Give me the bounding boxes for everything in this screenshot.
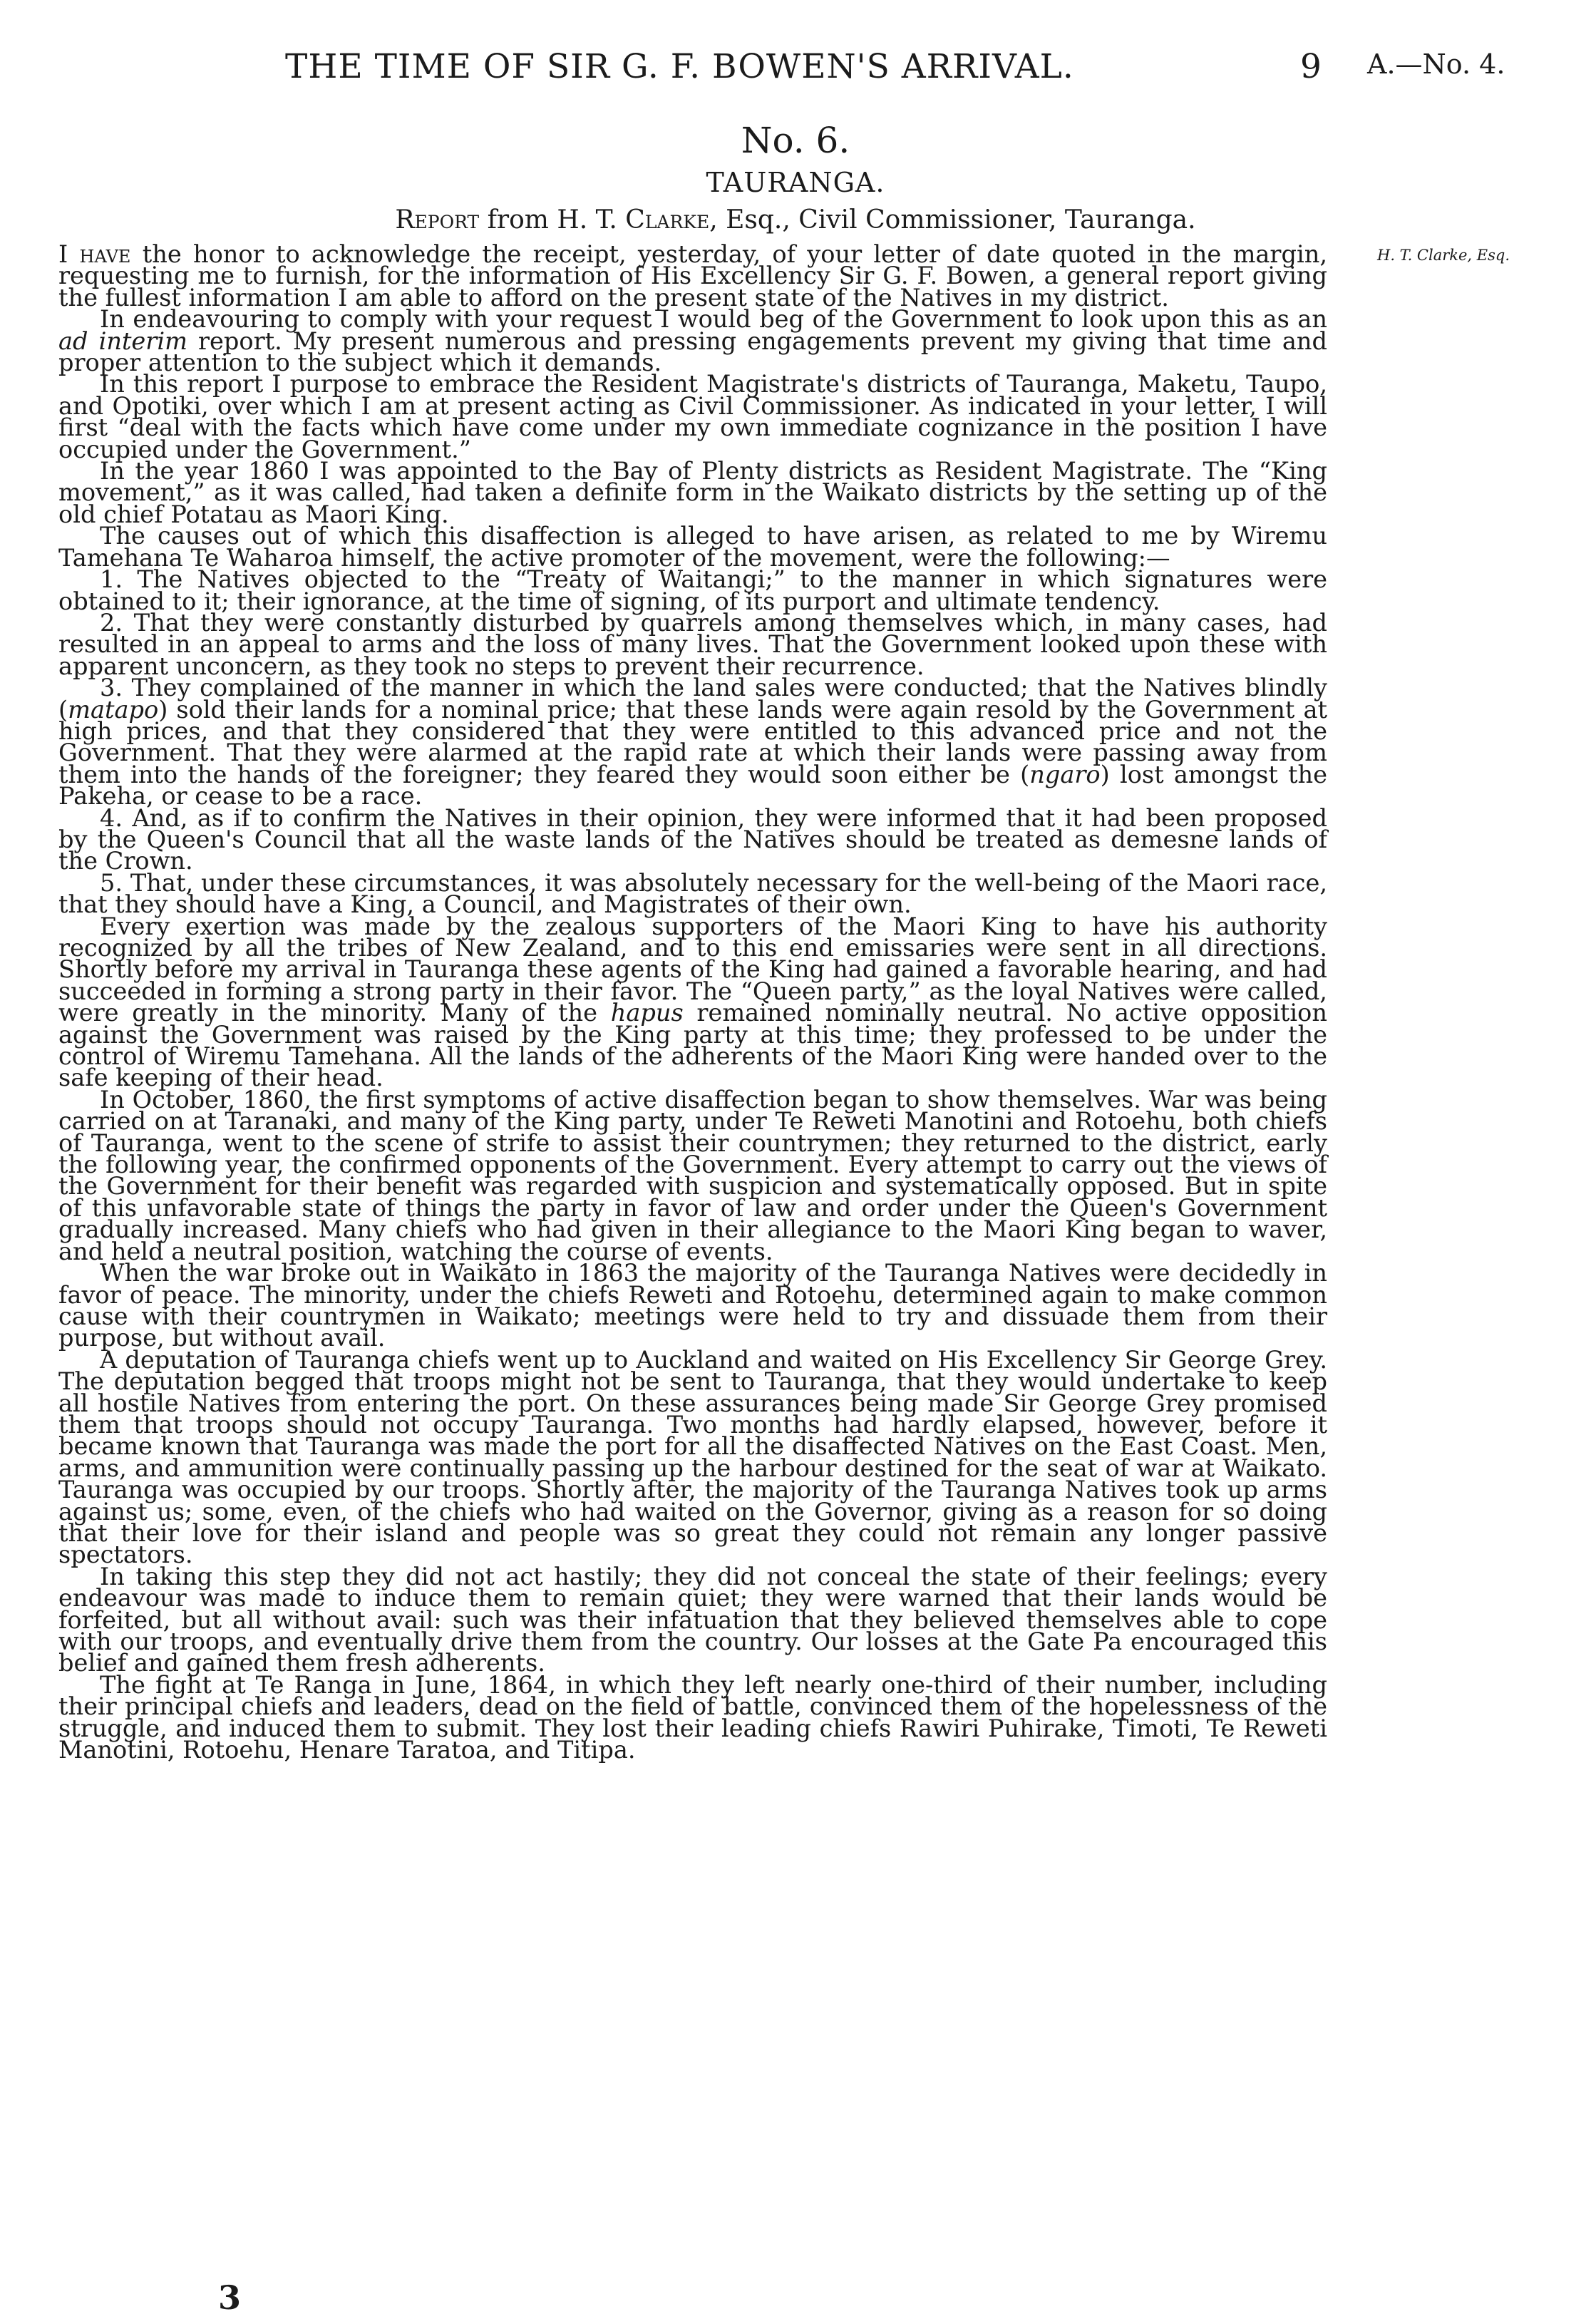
signature-mark: 3 — [218, 2278, 242, 2317]
paragraph-text: the honor to acknowledge the receipt, yesterday, of your letter of date quoted in the margin, requesting me to furnish, for the information of His Excellency Sir G. F. Bowen, a general report giving the fullest information I am able to afford on the present state of the Natives in my district. — [58, 240, 1328, 312]
italic-term: hapus — [610, 999, 684, 1027]
report-body — [58, 240, 1328, 1764]
paragraph-text: In endeavouring to comply with your request I would beg of the Government to look upon this as an — [100, 305, 1327, 334]
paragraph-text: ) sold their lands for a nominal price; that these lands were again resold by the Government at high prices, and that they considered that they were entitled to this advanced price and not the Government. That they were alarmed at the rapid rate at which their lands were passing away from them into the hands of the foreigner; they feared they would soon either be ( — [58, 695, 1327, 788]
paragraph: In October, 1860, the first symptoms of active disaffection began to show themselves. War was being carried on at Taranaki, and many of the King party, under Te Reweti Manotini and Rotoehu, both chiefs of Tauranga, went to the scene of strife to assist their countrymen; they returned to the district, early the following year, the confirmed opponents of the Government. Every attempt to carry out the views of the Government for their benefit was regarded with suspicion and systematically opposed. But in spite of this unfavorable state of things the party in favor of law and order under the Queen's Government gradually increased. Many chiefs who had given in their allegiance to the Maori King began to waver, and held a neutral position, watching the course of events. — [58, 1085, 1327, 1265]
paragraph: In the year 1860 I was appointed to the Bay of Plenty districts as Resident Magistrate. The “King movement,” as it was called, had taken a definite form in the Waikato districts by the setting up of the old chief Potatau as Maori King. — [58, 457, 1327, 528]
italic-term: matapo — [68, 695, 159, 724]
document-reference: A.—No. 4. — [1367, 48, 1505, 80]
place-heading: TAURANGA. — [706, 167, 885, 198]
italic-term: ad interim — [58, 327, 187, 355]
report-from-text: from H. T. — [479, 205, 626, 235]
list-item: 5. That, under these circumstances, it was absolutely necessary for the well-being of the Maori race, that they should have a King, a Council, and Magistrates of their own. — [58, 868, 1327, 919]
paragraph: In this report I purpose to embrace the Resident Magistrate's districts of Tauranga, Maketu, Taupo, and Opotiki, over which I am at present acting as Civil Commissioner. As indicated in your letter, I will first “deal with the facts which have come under my own immediate cognizance in the position I have occupied under the Government.” — [58, 370, 1327, 463]
paragraph: In taking this step they did not act hastily; they did not conceal the state of their feelings; every endeavour was made to induce them to remain quiet; they were warned that their lands would be forfeited, but all without avail: such was their infatuation that they believed themselves able to cope with our troops, and eventually drive them from the country. Our losses at the Gate Pa encouraged this belief and gained them fresh adherents. — [58, 1562, 1327, 1677]
paragraph — [58, 305, 1327, 377]
author-surname: Clarke — [625, 205, 710, 235]
paragraph: The fight at Te Ranga in June, 1864, in which they left nearly one-third of their number, including their principal chiefs and leaders, dead on the field of battle, convinced them of the hopelessness of the struggle, and induced them to submit. They lost their leading chiefs Rawiri Puhirake, Timoti, Te Reweti Manotini, Rotoehu, Henare Taratoa, and Titipa. — [58, 1670, 1327, 1764]
running-title: THE TIME OF SIR G. F. BOWEN'S ARRIVAL. — [285, 47, 1074, 86]
list-item — [58, 674, 1328, 811]
report-title — [0, 205, 1591, 235]
opening-words: I have — [58, 240, 131, 268]
italic-term: ngaro — [1029, 760, 1101, 788]
paragraph — [58, 240, 1328, 312]
paragraph: The causes out of which this disaffection is alleged to have arisen, as related to me by Wiremu Tamehana Te Waharoa himself, the active promoter of the movement, were the following:— — [58, 522, 1327, 572]
page-number: 9 — [1300, 47, 1322, 86]
paragraph-text: Every exertion was made by the zealous supporters of the Maori King to have his authority recognized by all the tribes of New Zealand, and to this end emissaries were sent in all directions. Shortly before my arrival in Tauranga these agents of the King had gained a favorable hearing, and had succeeded in forming a strong party in their favor. The “Queen party,” as the loyal Natives were called, were greatly in the minority. Many of the — [58, 912, 1327, 1027]
list-item: 4. And, as if to confirm the Natives in their opinion, they were informed that it had been proposed by the Queen's Council that all the waste lands of the Natives should be treated as demesne lands of the Crown. — [58, 803, 1327, 875]
report-role-text: , Esq., Civil Commissioner, Tauranga. — [709, 205, 1196, 235]
report-word: Report — [395, 205, 480, 235]
paragraph: When the war broke out in Waikato in 1863 the majority of the Tauranga Natives were decidedly in favor of peace. The minority, under the chiefs Reweti and Rotoehu, determined again to make common cause with their countrymen in Waikato; meetings were held to try and dissuade them from their purpose, but without avail. — [58, 1259, 1327, 1352]
paragraph-text: remained nominally neutral. No active opposition against the Government was raised by the King party at this time; they professed to be under the control of Wiremu Tamehana. All the lands of the adherents of the Maori King were handed over to the safe keeping of their head. — [58, 999, 1327, 1092]
list-item: 2. That they were constantly disturbed by quarrels among themselves which, in many cases, had resulted in an appeal to arms and the loss of many lives. That the Government looked upon these with apparent unconcern, as they took no steps to prevent their recurrence. — [58, 608, 1327, 680]
paragraph-text: report. My present numerous and pressing engagements prevent my giving that time and proper attention to the subject which it demands. — [58, 327, 1327, 377]
paragraph: A deputation of Tauranga chiefs went up to Auckland and waited on His Excellency Sir George Grey. The deputation begged that troops might not be sent to Tauranga, that they would undertake to keep all hostile Natives from entering the port. On these assurances being made Sir George Grey promised them that troops should not occupy Tauranga. Two months had hardly elapsed, however, before it became known that Tauranga was made the port for all the disaffected Natives on the East Coast. Men, arms, and ammunition were continually passing up the harbour destined for the seat of war at Waikato. Tauranga was occupied by our troops. Shortly after, the majority of the Tauranga Natives took up arms against us; some, even, of the chiefs who had waited on the Governor, giving as a reason for so doing that their love for their island and people was so great they could not remain any longer passive spectators. — [58, 1345, 1327, 1569]
list-item: 1. The Natives objected to the “Treaty of Waitangi;” to the manner in which signatures were obtained to it; their ignorance, at the time of signing, of its purport and ultimate tendency. — [58, 565, 1327, 615]
paragraph-text: ) lost amongst the Pakeha, or cease to be a race. — [58, 760, 1328, 811]
paragraph-text: 3. They complained of the manner in which the land sales were conducted; that the Natives blindly ( — [58, 674, 1327, 724]
paragraph — [58, 912, 1327, 1092]
document-number: No. 6. — [741, 120, 850, 161]
margin-note: H. T. Clarke, Esq. — [1377, 247, 1510, 264]
